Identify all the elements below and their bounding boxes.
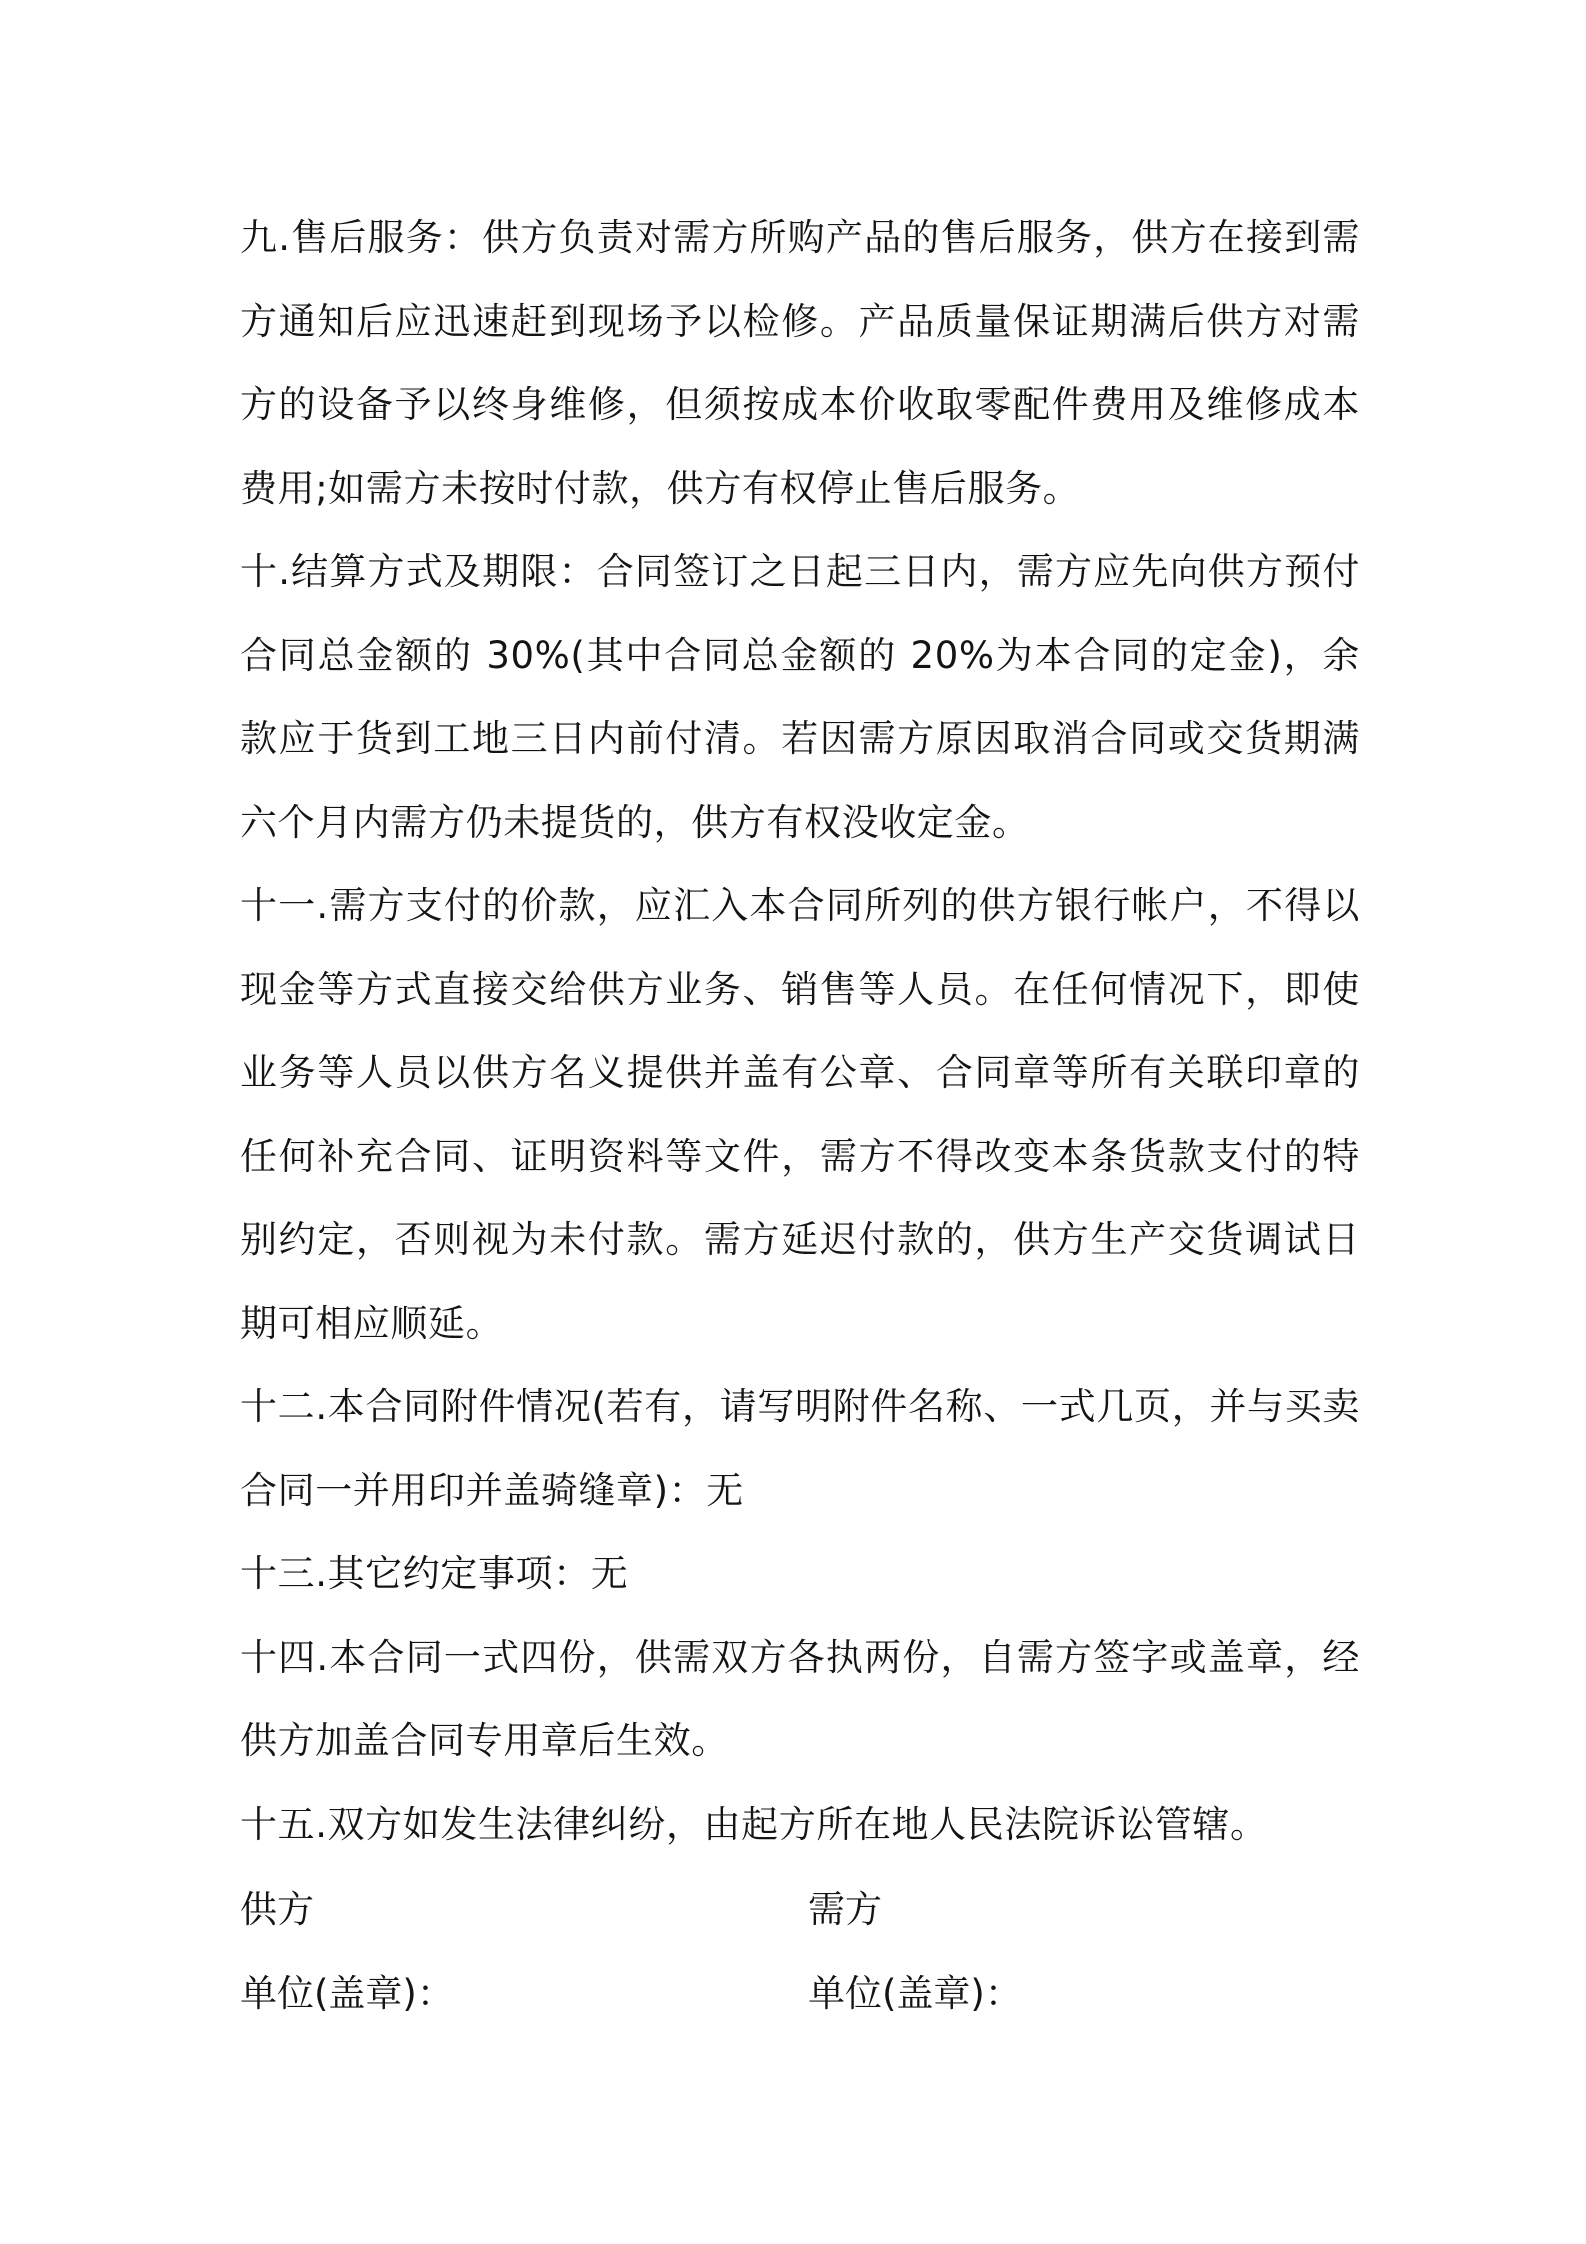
supplier-unit-seal-label: 单位(盖章)： — [240, 1972, 454, 2015]
signature-unit-row — [240, 1952, 1360, 2036]
buyer-label: 需方 — [808, 1888, 882, 1931]
buyer-unit-seal-label: 单位(盖章)： — [808, 1972, 1022, 2015]
clause-10-settlement-terms: 十.结算方式及期限：合同签订之日起三日内，需方应先向供方预付合同总金额的 30%(其中合同总金额的 20%为本合同的定金)，余款应于货到工地三日内前付清。若因需方原因取消合同或交货期满六个月内需方仍未提货的，供方有权没收定金。 — [240, 550, 1360, 844]
contract-clauses — [240, 196, 1360, 1866]
clause-11-payment-account: 十一.需方支付的价款，应汇入本合同所列的供方银行帐户，不得以现金等方式直接交给供方业务、销售等人员。在任何情况下，即使业务等人员以供方名义提供并盖有公章、合同章等所有关联印章的任何补充合同、证明资料等文件，需方不得改变本条货款支付的特别约定，否则视为未付款。需方延迟付款的，供方生产交货调试日期可相应顺延。 — [240, 884, 1360, 1345]
supplier-label: 供方 — [240, 1888, 314, 1931]
clause-14-copies-effectiveness: 十四.本合同一式四份，供需双方各执两份，自需方签字或盖章，经供方加盖合同专用章后生效。 — [240, 1635, 1360, 1762]
clause-15-jurisdiction: 十五.双方如发生法律纠纷，由起方所在地人民法院诉讼管辖。 — [240, 1802, 1268, 1846]
clause-9-after-sales-service: 九.售后服务：供方负责对需方所购产品的售后服务，供方在接到需方通知后应迅速赶到现场予以检修。产品质量保证期满后供方对需方的设备予以终身维修，但须按成本价收取零配件费用及维修成本费用;如需方未按时付款，供方有权停止售后服务。 — [240, 216, 1360, 510]
clause-12-attachments: 十二.本合同附件情况(若有，请写明附件名称、一式几页，并与买卖合同一并用印并盖骑缝章)：无 — [240, 1385, 1360, 1512]
clause-13-other-terms: 十三.其它约定事项：无 — [240, 1552, 629, 1595]
signature-party-row — [240, 1868, 1360, 1952]
